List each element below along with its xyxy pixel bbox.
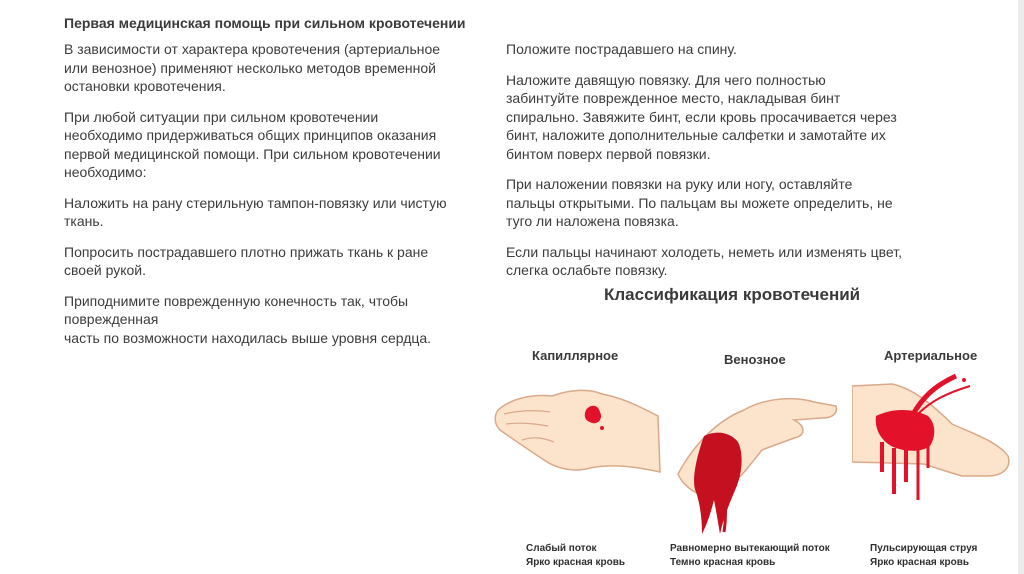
slide-title: Первая медицинская помощь при сильном кровотечении (64, 15, 466, 31)
venous-blood-flow (694, 433, 742, 534)
right-text-column (506, 40, 952, 292)
venous-caption (670, 542, 830, 570)
arterial-color-text: Ярко красная кровь (870, 557, 970, 568)
paragraph-press-tissue: Попросить пострадавшего плотно прижать ткань к ране своей рукой. (64, 243, 429, 278)
label-capillary: Капиллярное (532, 348, 619, 363)
arterial-flow-text: Пульсирующая струя (870, 543, 978, 554)
figure-title: Классификация кровотечений (604, 285, 861, 304)
arterial-caption (870, 542, 977, 570)
capillary-flow-text: Слабый поток (526, 543, 597, 554)
left-text-column (64, 40, 500, 359)
capillary-caption (526, 542, 625, 570)
paragraph-tampon: Наложить на рану стерильную тампон-повязку или чистую ткань. (64, 194, 447, 229)
venous-hand-illustration (674, 384, 842, 544)
capillary-color-text: Ярко красная кровь (526, 557, 626, 568)
venous-flow-text: Равномерно вытекающий поток (670, 543, 830, 554)
label-venous: Венозное (724, 352, 786, 367)
slide-edge-strip (1018, 0, 1024, 574)
paragraph-pressure-bandage: Наложите давящую повязку. Для чего полностью забинтуйте поврежденное место, накладывая бинт спирально. Завяжите бинт, если кровь просачивается через бинт, наложите дополнительные салфетки и замотайте их бинтом поверх первой повязки. (506, 71, 897, 162)
paragraph-general-principles: При любой ситуации при сильном кровотечении необходимо придерживаться общих принципов оказания первой медицинской помощи. При сильном кровотечении необходимо: (64, 108, 441, 180)
venous-color-text: Темно красная кровь (670, 557, 776, 568)
paragraph-methods: В зависимости от характера кровотечения (артериальное или венозное) применяют несколько методов временной остановки кровотечения. (64, 41, 441, 94)
paragraph-fingers-open: При наложении повязки на руку или ногу, оставляйте пальцы открытыми. По пальцам вы можете определить, не туго ли наложена повязка. (506, 176, 893, 229)
capillary-hand-illustration (492, 380, 664, 490)
paragraph-loosen-bandage: Если пальцы начинают холодеть, неметь или изменять цвет, слегка ослабьте повязку. (506, 243, 902, 278)
paragraph-lay-on-back: Положите пострадавшего на спину. (506, 41, 737, 57)
bleeding-classification-figure (484, 280, 1014, 574)
arterial-hand-illustration (852, 372, 1014, 522)
paragraph-raise-limb: Приподнимите поврежденную конечность так, чтобы поврежденная часть по возможности находилась выше уровня сердца. (64, 292, 432, 346)
label-arterial: Артериальное (884, 348, 978, 363)
